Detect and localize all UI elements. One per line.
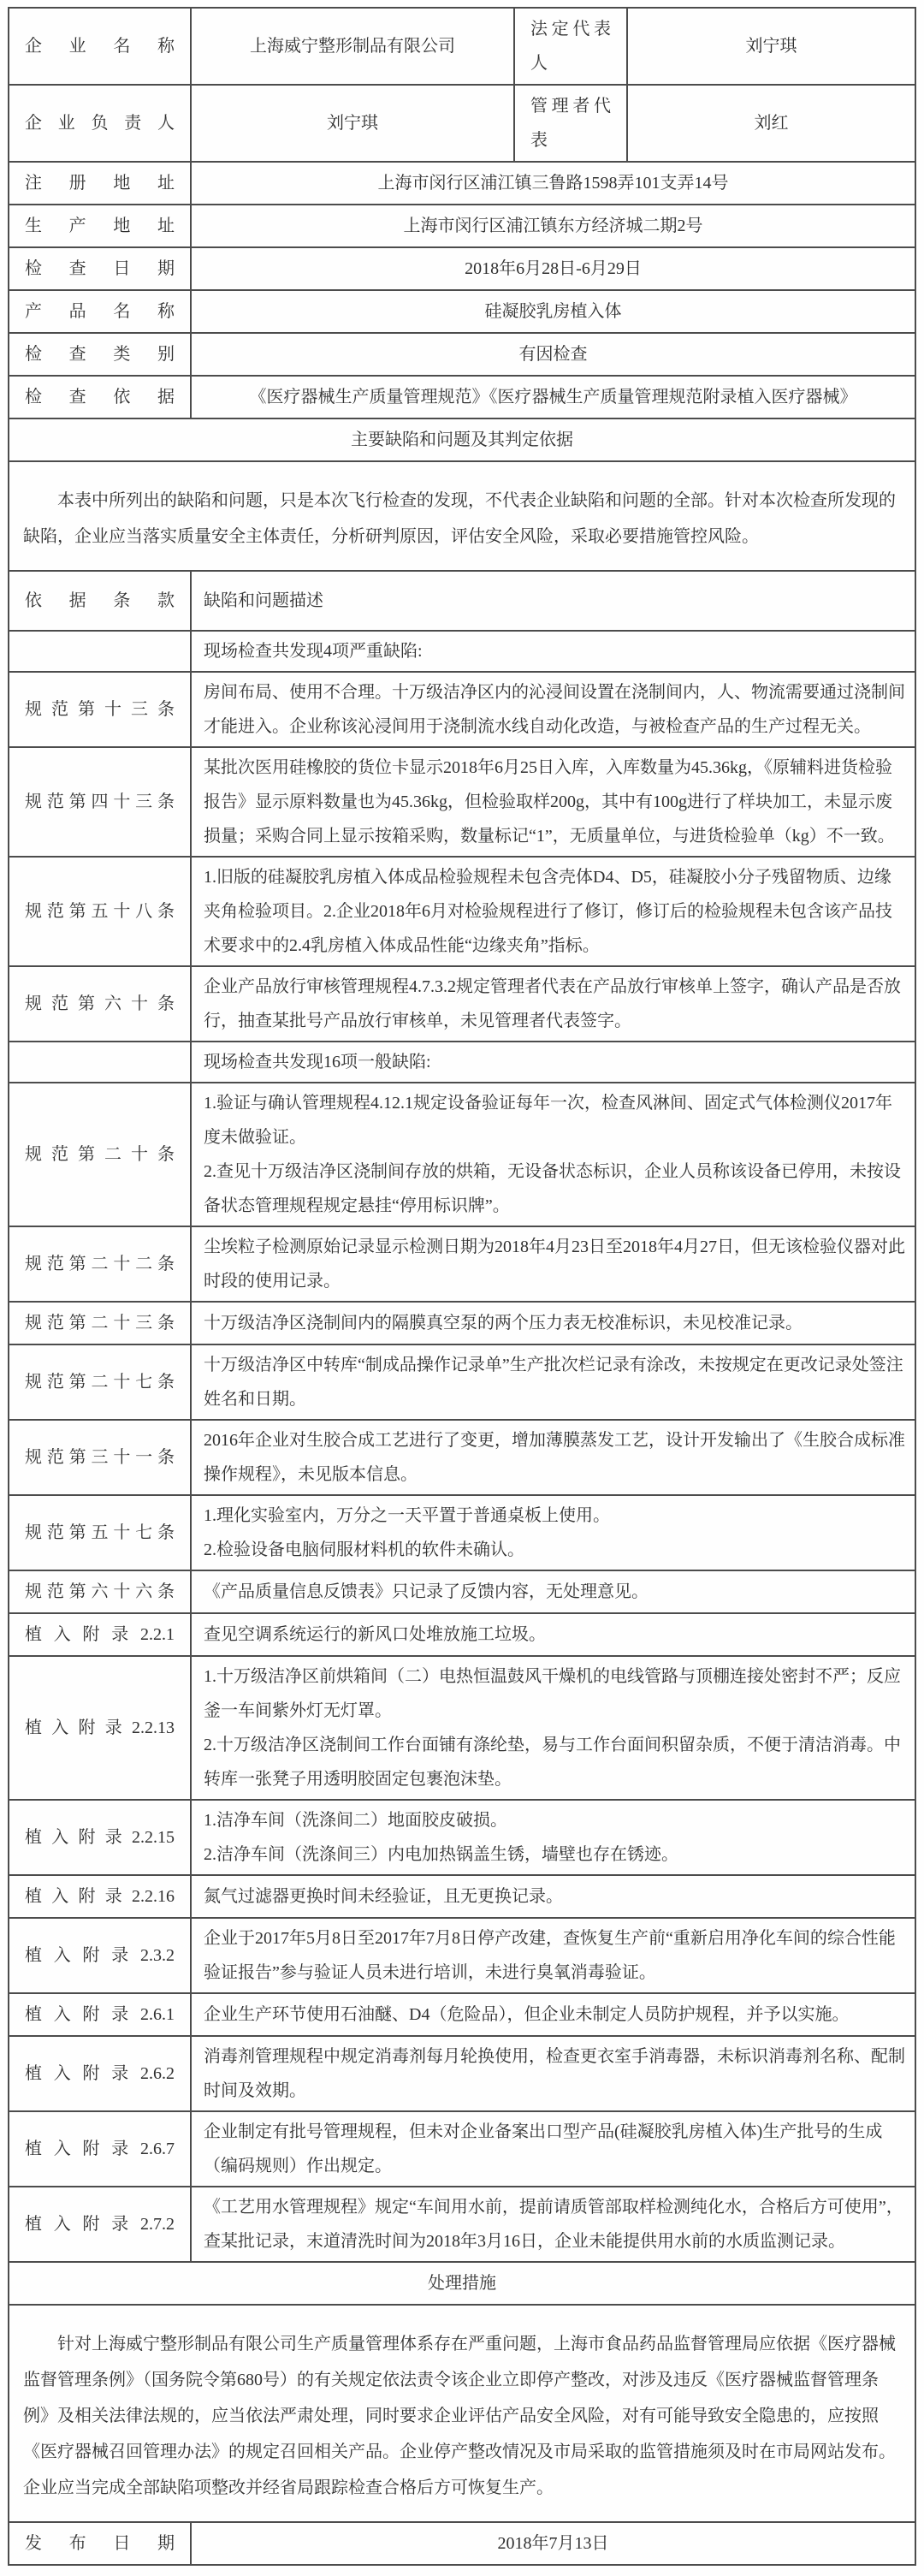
info-value-cell: 《医疗器械生产质量管理规范》《医疗器械生产质量管理规范附录植入医疗器械》 bbox=[191, 376, 915, 418]
clause-cell: 规范第六十条 bbox=[9, 966, 191, 1042]
table-row bbox=[9, 857, 915, 966]
publish-date-label: 发布日期 bbox=[9, 2522, 191, 2565]
clause-cell: 规范第三十一条 bbox=[9, 1420, 191, 1495]
clause-cell: 植入附录2.2.1 bbox=[9, 1613, 191, 1656]
defect-description-paragraph: 消毒剂管理规程中规定消毒剂每月轮换使用，检查更衣室手消毒器，未标识消毒剂名称、配制时间及效期。 bbox=[204, 2047, 905, 2100]
clause-cell: 规范第四十三条 bbox=[9, 747, 191, 857]
defect-description-cell bbox=[191, 1918, 915, 1993]
info-value-cell: 刘宁琪 bbox=[191, 85, 514, 162]
table-row bbox=[9, 205, 915, 247]
defect-description-cell bbox=[191, 1226, 915, 1302]
defects-intro-paragraph: 本表中所列出的缺陷和问题，只是本次飞行检查的发现，不代表企业缺陷和问题的全部。针对本次检查所发现的缺陷，企业应当落实质量安全主体责任，分析研判原因，评估安全风险，采取必要措施管控风险。 bbox=[23, 491, 896, 546]
defect-description-paragraph: 2.检验设备电脑伺服材料机的软件未确认。 bbox=[204, 1540, 524, 1559]
table-row bbox=[9, 2305, 915, 2522]
table-row bbox=[9, 418, 915, 461]
table-row bbox=[9, 1918, 915, 1993]
clause-cell: 规范第五十八条 bbox=[9, 857, 191, 966]
info-label-cell: 注册地址 bbox=[9, 162, 191, 205]
info-value-cell: 有因检查 bbox=[191, 333, 915, 376]
defect-description-paragraph: 《产品质量信息反馈表》只记录了反馈内容，无处理意见。 bbox=[204, 1582, 649, 1601]
defect-description-cell bbox=[191, 672, 915, 747]
clause-cell: 植入附录2.6.2 bbox=[9, 2036, 191, 2111]
table-row bbox=[9, 2111, 915, 2187]
defects-section-title: 主要缺陷和问题及其判定依据 bbox=[9, 418, 915, 461]
defect-description-paragraph: 1.十万级洁净区前烘箱间（二）电热恒温鼓风干燥机的电线管路与顶棚连接处密封不严；反应釜一车间紫外灯无灯罩。 bbox=[204, 1667, 901, 1720]
table-row bbox=[9, 1420, 915, 1495]
table-row bbox=[9, 376, 915, 418]
publish-date-value: 2018年7月13日 bbox=[191, 2522, 915, 2565]
table-row bbox=[9, 247, 915, 290]
defect-description-paragraph: 氮气过滤器更换时间未经验证，且无更换记录。 bbox=[204, 1887, 563, 1906]
defect-description-cell bbox=[191, 1613, 915, 1656]
info-label-cell: 法定代表人 bbox=[514, 8, 627, 85]
clause-cell: 依据条款 bbox=[9, 571, 191, 631]
info-value-cell: 上海市闵行区浦江镇东方经济城二期2号 bbox=[191, 205, 915, 247]
table-row bbox=[9, 2187, 915, 2262]
table-row bbox=[9, 290, 915, 333]
info-value-cell: 上海市闵行区浦江镇三鲁路1598弄101支弄14号 bbox=[191, 162, 915, 205]
table-row bbox=[9, 2036, 915, 2111]
defect-description-paragraph: 1.理化实验室内，万分之一天平置于普通桌板上使用。 bbox=[204, 1506, 610, 1525]
info-value-cell: 上海威宁整形制品有限公司 bbox=[191, 8, 514, 85]
info-label-cell: 检查依据 bbox=[9, 376, 191, 418]
table-row bbox=[9, 1656, 915, 1800]
table-row bbox=[9, 2522, 915, 2565]
clause-cell: 植入附录2.2.15 bbox=[9, 1800, 191, 1875]
table-row bbox=[9, 966, 915, 1042]
clause-cell: 植入附录2.6.1 bbox=[9, 1993, 191, 2036]
defect-description-cell bbox=[191, 1656, 915, 1800]
table-row bbox=[9, 1302, 915, 1344]
defect-description-paragraph: 1.验证与确认管理规程4.12.1规定设备验证每年一次，检查风淋间、固定式气体检测仪2017年度未做验证。 bbox=[204, 1094, 892, 1147]
clause-cell: 规范第五十七条 bbox=[9, 1495, 191, 1570]
defect-description-cell bbox=[191, 2036, 915, 2111]
defect-description-cell bbox=[191, 1042, 915, 1083]
info-value-cell: 硅凝胶乳房植入体 bbox=[191, 290, 915, 333]
info-label-cell: 生产地址 bbox=[9, 205, 191, 247]
info-label-cell: 产品名称 bbox=[9, 290, 191, 333]
defect-description-paragraph: 房间布局、使用不合理。十万级洁净区内的沁浸间设置在浇制间内，人、物流需要通过浇制间才能进入。企业称该沁浸间用于浇制流水线自动化改造，与被检查产品的生产过程无关。 bbox=[204, 683, 905, 736]
table-row bbox=[9, 1083, 915, 1226]
defect-description-cell bbox=[191, 1875, 915, 1918]
defect-description-paragraph: 某批次医用硅橡胶的货位卡显示2018年6月25日入库，入库数量为45.36kg，《原辅料进货检验报告》显示原料数量也为45.36kg，但检验取样200g，其中有100g进行了样块加工，未显示废损量；采购合同上显示按箱采购，数量标记“1”，无质量单位，与进货检验单（kg）不一致。 bbox=[204, 758, 895, 846]
defect-description-paragraph: 《工艺用水管理规程》规定“车间用水前，提前请质管部取样检测纯化水，合格后方可使用”，查某批记录，末道清洗时间为2018年3月16日，企业未能提供用水前的水质监测记录。 bbox=[204, 2198, 903, 2251]
defect-description-cell bbox=[191, 571, 915, 631]
defect-description-cell bbox=[191, 2111, 915, 2187]
table-row bbox=[9, 162, 915, 205]
clause-cell bbox=[9, 1042, 191, 1083]
table-row bbox=[9, 1613, 915, 1656]
defect-description-paragraph: 1.洁净车间（洗涤间二）地面胶皮破损。 bbox=[204, 1811, 507, 1830]
inspection-report-table bbox=[8, 7, 916, 2566]
clause-cell: 规范第二十条 bbox=[9, 1083, 191, 1226]
info-label-cell: 企业负责人 bbox=[9, 85, 191, 162]
table-row bbox=[9, 631, 915, 672]
info-label-cell: 管理者代表 bbox=[514, 85, 627, 162]
defect-description-cell bbox=[191, 1800, 915, 1875]
table-row bbox=[9, 1042, 915, 1083]
table-row bbox=[9, 1495, 915, 1570]
table-row bbox=[9, 571, 915, 631]
info-label-cell: 企业名称 bbox=[9, 8, 191, 85]
defect-description-cell bbox=[191, 1495, 915, 1570]
defect-description-paragraph: 企业产品放行审核管理规程4.7.3.2规定管理者代表在产品放行审核单上签字，确认产品是否放行，抽查某批号产品放行审核单，未见管理者代表签字。 bbox=[204, 977, 901, 1030]
defect-description-cell bbox=[191, 857, 915, 966]
table-row bbox=[9, 85, 915, 162]
defect-description-paragraph: 2.洁净车间（洗涤间三）内电加热锅盖生锈，墙壁也存在锈迹。 bbox=[204, 1845, 678, 1864]
table-row bbox=[9, 8, 915, 85]
table-row bbox=[9, 1800, 915, 1875]
defect-description-paragraph: 查见空调系统运行的新风口处堆放施工垃圾。 bbox=[204, 1625, 546, 1644]
table-row bbox=[9, 1570, 915, 1613]
defect-description-paragraph: 十万级洁净区浇制间内的隔膜真空泵的两个压力表无校准标识，未见校准记录。 bbox=[204, 1314, 803, 1333]
defect-description-cell bbox=[191, 2187, 915, 2262]
info-value-cell: 刘红 bbox=[627, 85, 915, 162]
clause-cell: 规范第十三条 bbox=[9, 672, 191, 747]
clause-cell: 植入附录2.6.7 bbox=[9, 2111, 191, 2187]
clause-cell: 规范第二十三条 bbox=[9, 1302, 191, 1344]
table-row bbox=[9, 1226, 915, 1302]
table-row bbox=[9, 1993, 915, 2036]
defect-description-paragraph: 企业制定有批号管理规程，但未对企业备案出口型产品(硅凝胶乳房植入体)生产批号的生成（编码规则）作出规定。 bbox=[204, 2122, 883, 2175]
defect-description-cell bbox=[191, 966, 915, 1042]
info-value-cell: 2018年6月28日-6月29日 bbox=[191, 247, 915, 290]
report-table-body bbox=[9, 8, 915, 2565]
clause-cell: 植入附录2.7.2 bbox=[9, 2187, 191, 2262]
clause-cell bbox=[9, 631, 191, 672]
clause-cell: 植入附录2.2.13 bbox=[9, 1656, 191, 1800]
defect-description-paragraph: 2016年企业对生胶合成工艺进行了变更，增加薄膜蒸发工艺，设计开发输出了《生胶合成标准操作规程》，未见版本信息。 bbox=[204, 1431, 905, 1484]
table-row bbox=[9, 333, 915, 376]
defect-description-paragraph: 企业生产环节使用石油醚、D4（危险品），但企业未制定人员防护规程，并予以实施。 bbox=[204, 2005, 850, 2024]
clause-cell: 植入附录2.2.16 bbox=[9, 1875, 191, 1918]
clause-cell: 规范第二十七条 bbox=[9, 1344, 191, 1420]
table-row bbox=[9, 1344, 915, 1420]
table-row bbox=[9, 672, 915, 747]
measures-paragraph: 针对上海威宁整形制品有限公司生产质量管理体系存在严重问题，上海市食品药品监督管理局应依据《医疗器械监督管理条例》（国务院令第680号）的有关规定依法责令该企业立即停产整改，对涉及违反《医疗器械监督管理条例》及相关法律法规的，应当依法严肃处理，同时要求企业评估产品安全风险，对有可能导致安全隐患的，应按照《医疗器械召回管理办法》的规定召回相关产品。企业停产整改情况及市局采取的监管措施须及时在市局网站发布。企业应当完成全部缺陷项整改并经省局跟踪检查合格后方可恢复生产。 bbox=[23, 2335, 896, 2497]
defect-description-cell bbox=[191, 1570, 915, 1613]
defect-description-cell bbox=[191, 747, 915, 857]
defect-description-paragraph: 1.旧版的硅凝胶乳房植入体成品检验规程未包含壳体D4、D5，硅凝胶小分子残留物质、边缘夹角检验项目。2.企业2018年6月对检验规程进行了修订，修订后的检验规程未包含该产品技术要求中的2.4乳房植入体成品性能“边缘夹角”指标。 bbox=[204, 868, 892, 955]
defect-description-paragraph: 2.查见十万级洁净区浇制间存放的烘箱，无设备状态标识，企业人员称该设备已停用，未按设备状态管理规程规定悬挂“停用标识牌”。 bbox=[204, 1162, 901, 1215]
clause-cell: 植入附录2.3.2 bbox=[9, 1918, 191, 1993]
defect-description-cell bbox=[191, 1302, 915, 1344]
defect-description-paragraph: 现场检查共发现16项一般缺陷: bbox=[204, 1053, 431, 1071]
defect-description-cell bbox=[191, 1083, 915, 1226]
defect-description-paragraph: 2.十万级洁净区浇制间工作台面铺有涤纶垫，易与工作台面间积留杂质，不便于清洁消毒。中转库一张凳子用透明胶固定包裹泡沫垫。 bbox=[204, 1736, 901, 1789]
defect-description-paragraph: 尘埃粒子检测原始记录显示检测日期为2018年4月23日至2018年4月27日，但无该检验仪器对此时段的使用记录。 bbox=[204, 1238, 905, 1291]
table-row bbox=[9, 747, 915, 857]
measures-section-title: 处理措施 bbox=[9, 2262, 915, 2305]
defect-description-paragraph: 十万级洁净区中转库“制成品操作记录单”生产批次栏记录有涂改，未按规定在更改记录处签注姓名和日期。 bbox=[204, 1356, 903, 1409]
table-row bbox=[9, 1875, 915, 1918]
clause-cell: 规范第二十二条 bbox=[9, 1226, 191, 1302]
measures-body-cell bbox=[9, 2305, 915, 2522]
defect-description-cell bbox=[191, 1344, 915, 1420]
table-row bbox=[9, 461, 915, 571]
info-value-cell: 刘宁琪 bbox=[627, 8, 915, 85]
table-row bbox=[9, 2262, 915, 2305]
defect-description-paragraph: 现场检查共发现4项严重缺陷: bbox=[204, 642, 423, 661]
defects-intro-cell bbox=[9, 461, 915, 571]
defect-description-paragraph: 缺陷和问题描述 bbox=[204, 591, 323, 610]
defect-description-cell bbox=[191, 1420, 915, 1495]
defect-description-paragraph: 企业于2017年5月8日至2017年7月8日停产改建，查恢复生产前“重新启用净化车间的综合性能验证报告”参与验证人员未进行培训，未进行臭氧消毒验证。 bbox=[204, 1929, 896, 1982]
info-label-cell: 检查类别 bbox=[9, 333, 191, 376]
clause-cell: 规范第六十六条 bbox=[9, 1570, 191, 1613]
defect-description-cell bbox=[191, 1993, 915, 2036]
defect-description-cell bbox=[191, 631, 915, 672]
info-label-cell: 检查日期 bbox=[9, 247, 191, 290]
